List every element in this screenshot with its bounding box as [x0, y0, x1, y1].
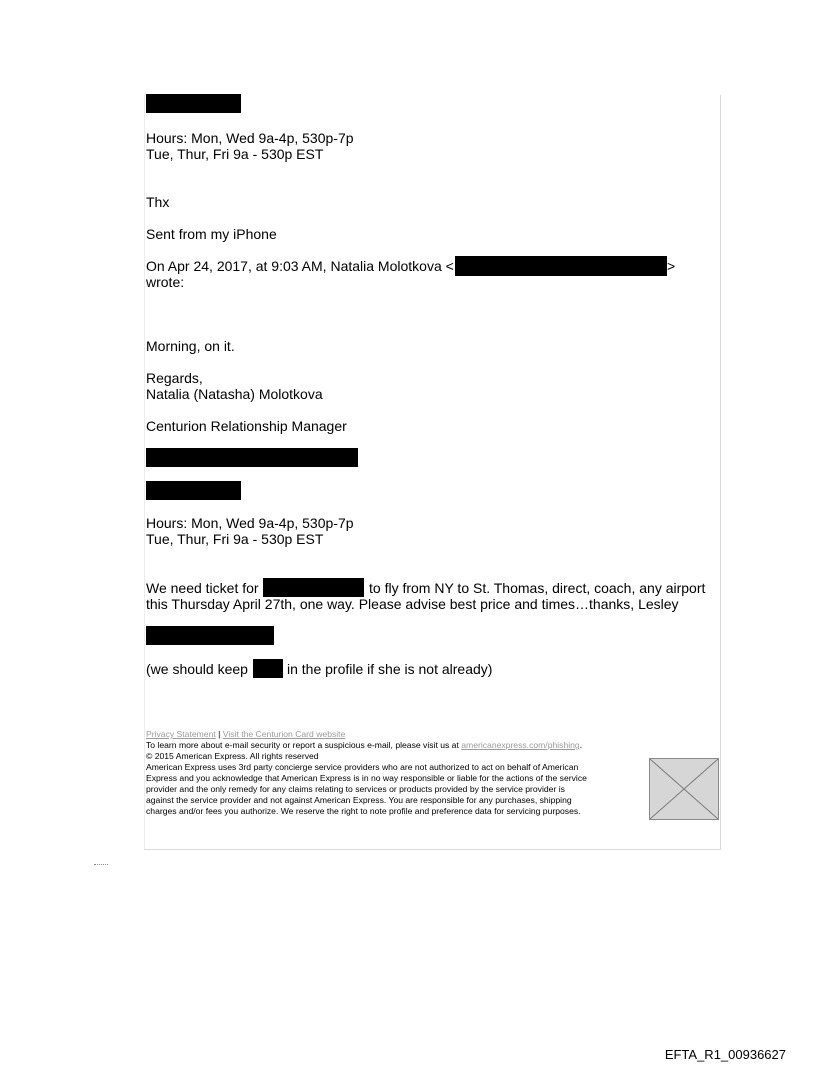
security-text: To learn more about e-mail security or report a suspicious e-mail, please visit us at	[146, 740, 459, 750]
quoted-hours-line-2: Tue, Thur, Fri 9a - 530p EST	[146, 531, 324, 547]
redaction-contact-2	[146, 481, 241, 500]
hours-line-1: Hours: Mon, Wed 9a-4p, 530p-7p	[146, 130, 354, 146]
footer-copyright: © 2015 American Express. All rights reserved	[146, 751, 319, 761]
redaction-signature	[146, 626, 274, 645]
scan-artifact	[94, 864, 108, 869]
quoted-regards: Regards,	[146, 370, 203, 386]
footer-separator: |	[218, 729, 221, 739]
note-part-2: in the profile if she is not already)	[287, 661, 493, 677]
note-part-1: (we should keep	[146, 661, 248, 677]
redaction-email-address	[455, 256, 667, 276]
disclaimer-line-3: provider and the only remedy for any claims relating to services or products provided by the service provider is	[146, 784, 565, 794]
request-part-2: to fly from NY to St. Thomas, direct, coach, any airport	[369, 580, 706, 596]
quote-header-prefix: On Apr 24, 2017, at 9:03 AM, Natalia Molotkova <	[146, 258, 454, 274]
redaction-contact-1	[146, 448, 358, 467]
document-id: EFTA_R1_00936627	[664, 1047, 786, 1062]
request-part-1: We need ticket for	[146, 580, 259, 596]
request-line-2: this Thursday April 27th, one way. Please advise best price and times…thanks, Lesley	[146, 596, 679, 612]
sent-from-line: Sent from my iPhone	[146, 226, 277, 242]
reply-thx: Thx	[146, 194, 170, 210]
hours-line-2: Tue, Thur, Fri 9a - 530p EST	[146, 146, 324, 162]
privacy-statement-link[interactable]: Privacy Statement	[146, 729, 216, 739]
redaction-passenger-name	[263, 578, 364, 597]
security-period: .	[579, 740, 583, 750]
quoted-greeting: Morning, on it.	[146, 338, 235, 354]
footer-security-line	[146, 740, 582, 751]
disclaimer-line-1: American Express uses 3rd party concierge service providers who are not authorized to act on behalf of American	[146, 762, 579, 772]
redaction-top	[146, 94, 241, 113]
disclaimer-line-5: charges and/or fees you authorize. We reserve the right to note profile and preference data for servicing purposes.	[146, 806, 581, 816]
centurion-website-link[interactable]: Visit the Centurion Card website	[222, 729, 346, 739]
footer-links	[146, 729, 345, 740]
redaction-note-name	[253, 659, 283, 678]
disclaimer-line-4: against the service provider and not against American Express. You are responsible for any purchases, shipping	[146, 795, 572, 805]
quoted-sender-title: Centurion Relationship Manager	[146, 418, 347, 434]
broken-image-placeholder	[649, 758, 719, 820]
phishing-link[interactable]: americanexpress.com/phishing	[461, 740, 580, 750]
quote-header-suffix: >	[667, 258, 676, 274]
disclaimer-line-2: Express and you acknowledge that American Express is in no way responsible or liable for the actions of the service	[146, 773, 587, 783]
quoted-hours-line-1: Hours: Mon, Wed 9a-4p, 530p-7p	[146, 515, 354, 531]
broken-image-icon	[650, 759, 718, 819]
quoted-sender-name: Natalia (Natasha) Molotkova	[146, 386, 323, 402]
quote-header-wrote: wrote:	[146, 274, 185, 290]
